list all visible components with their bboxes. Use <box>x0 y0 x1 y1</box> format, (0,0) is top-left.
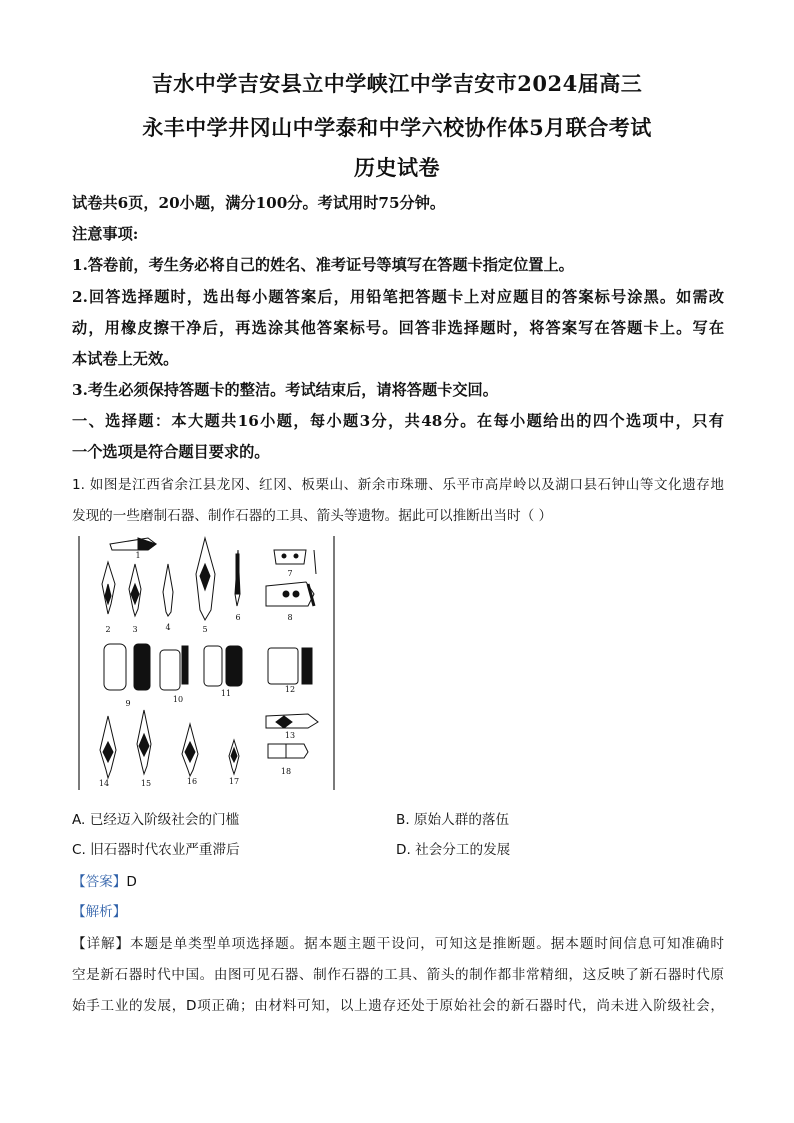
exam-summary: 试卷共6页，20小题，满分100分。考试用时75分钟。 <box>72 194 446 212</box>
notice-heading: 注意事项: <box>72 225 139 243</box>
analysis-label <box>72 900 724 920</box>
answer-value: D <box>126 874 137 890</box>
title-line-2: 永丰中学井冈山中学泰和中学六校协作体5月联合考试 <box>142 115 652 140</box>
section-heading-line-1: 一、选择题：本大题共16小题，每小题3分，共48分。在每小题给出的四个选项中，只有 <box>72 412 724 430</box>
question-1-stem-line-1: 1. 如图是江西省余江县龙冈、红冈、板栗山、新余市珠珊、乐平市高岸岭以及湖口县石钟山等文化遗存地 <box>72 477 724 493</box>
section-heading-line-2: 一个选项是符合题目要求的。 <box>72 443 270 461</box>
notice-item-2-line-2: 动，用橡皮擦干净后，再选涂其他答案标号。回答非选择题时，将答案写在答题卡上。写在 <box>72 319 724 337</box>
title-line-1: 吉水中学吉安县立中学峡江中学吉安市2024届高三 <box>151 71 643 96</box>
figure-label-1: 1 <box>135 551 141 560</box>
option-d: D. 社会分工的发展 <box>396 842 511 858</box>
answer-line <box>72 870 724 890</box>
analysis-label-text: 【解析】 <box>72 904 127 920</box>
figure-label-18: 18 <box>280 767 292 776</box>
option-c: C. 旧石器时代农业严重滞后 <box>72 842 240 858</box>
notice-item-2-line-1: 2.回答选择题时，选出每小题答案后，用铅笔把答题卡上对应题目的答案标号涂黑。如需改 <box>72 288 724 306</box>
stone-tools-drawing <box>78 534 336 792</box>
figure-label-9: 9 <box>125 699 131 708</box>
stone-tools-figure <box>78 534 336 792</box>
figure-label-4: 4 <box>165 623 171 632</box>
figure-label-14: 14 <box>98 779 110 788</box>
subject-title: 历史试卷 <box>354 155 440 180</box>
figure-label-13: 13 <box>284 731 296 740</box>
notice-item-2-line-3: 本试卷上无效。 <box>72 350 179 368</box>
figure-label-5: 5 <box>202 625 208 634</box>
figure-label-2: 2 <box>105 625 111 634</box>
notice-item-1: 1.答卷前，考生务必将自己的姓名、准考证号等填写在答题卡指定位置上。 <box>72 256 574 274</box>
figure-label-7: 7 <box>287 569 293 578</box>
notice-item-3: 3.考生必须保持答题卡的整洁。考试结束后，请将答题卡交回。 <box>72 381 498 399</box>
figure-label-15: 15 <box>140 779 152 788</box>
figure-label-10: 10 <box>172 695 184 704</box>
option-b: B. 原始人群的落伍 <box>396 812 510 828</box>
answer-label: 【答案】 <box>72 874 127 890</box>
question-1-stem-line-2: 发现的一些磨制石器、制作石器的工具、箭头等遗物。据此可以推断出当时（ ） <box>72 508 553 524</box>
figure-label-16: 16 <box>186 777 198 786</box>
figure-label-6: 6 <box>235 613 241 622</box>
figure-label-3: 3 <box>132 625 138 634</box>
figure-label-8: 8 <box>287 613 293 622</box>
figure-label-12: 12 <box>284 685 296 694</box>
figure-label-11: 11 <box>220 689 232 698</box>
detail-line-3: 始手工业的发展，D项正确；由材料可知，以上遗存还处于原始社会的新石器时代，尚未进入阶级社会， <box>72 998 724 1014</box>
option-a: A. 已经迈入阶级社会的门槛 <box>72 812 240 828</box>
figure-label-17: 17 <box>228 777 240 786</box>
detail-line-1: 【详解】本题是单类型单项选择题。据本题主题干设问，可知这是推断题。据本题时间信息可知准确时 <box>72 936 724 952</box>
detail-line-2: 空是新石器时代中国。由图可见石器、制作石器的工具、箭头的制作都非常精细，这反映了新石器时代原 <box>72 967 724 983</box>
